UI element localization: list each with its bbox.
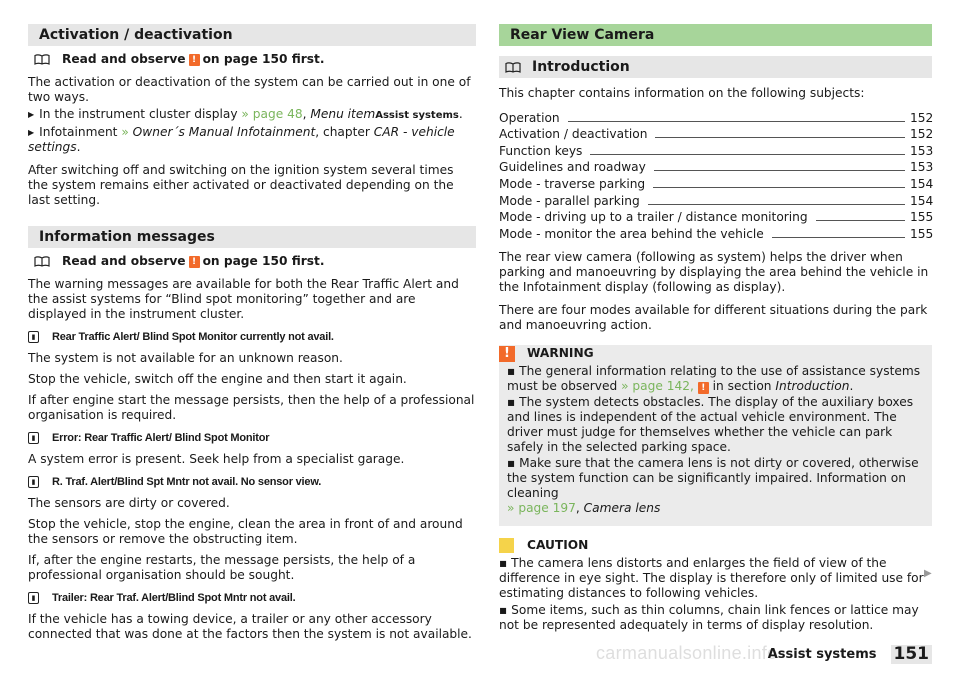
bullet-item (28, 107, 476, 123)
toc-leader (654, 170, 905, 171)
continue-arrow-icon: ▶ (924, 568, 932, 579)
toc-label: Operation (499, 110, 560, 125)
text: Introduction (775, 378, 850, 393)
exclamation-icon: ! (499, 346, 515, 362)
book-icon (34, 54, 50, 65)
warning-icon: ! (698, 382, 709, 394)
toc-label: Activation / deactivation (499, 127, 648, 142)
page-number: 151 (891, 645, 933, 664)
toc-label: Mode - monitor the area behind the vehicle (499, 226, 764, 241)
footer-section: Assist systems (767, 647, 877, 662)
toc-page: 155 (910, 210, 934, 225)
observe-pre: Read and observe (62, 52, 186, 66)
toc-leader (655, 137, 905, 138)
page-footer (768, 645, 932, 664)
toc-leader (590, 154, 905, 155)
text: , (302, 107, 311, 121)
text: , (575, 500, 584, 515)
section-title-activation: Activation / deactivation (28, 24, 476, 46)
observe-post: on page 150 first. (202, 254, 325, 268)
warning-item (507, 456, 924, 516)
message-item (28, 591, 476, 606)
toc-item[interactable] (499, 192, 932, 209)
left-column (28, 24, 476, 642)
toc-label: Mode - parallel parking (499, 193, 640, 208)
text: CAR - vehicle settings (28, 125, 455, 154)
caution-icon (499, 538, 514, 553)
text: ▪ Make sure that the camera lens is not dirty or covered, otherwise the system function can be significantly impaired. Information on cleaning (507, 455, 919, 500)
toc-page: 154 (910, 176, 934, 191)
toc-page: 152 (910, 127, 934, 142)
message-text: Trailer: Rear Traf. Alert/Blind Spot Mntr not avail. (52, 592, 296, 604)
paragraph: Stop the vehicle, switch off the engine and then start it again. (28, 372, 407, 386)
paragraph: The rear view camera (following as system) helps the driver when parking and manoeuvring by displaying the area behind the vehicle in the Infotainment display (following as display). (499, 249, 929, 294)
caution-label: CAUTION (527, 538, 589, 553)
toc-leader (568, 121, 905, 122)
cluster-message-icon: ▮ (28, 476, 39, 488)
toc-item[interactable] (499, 159, 932, 176)
toc-page: 154 (910, 193, 934, 208)
warning-item: ▪ The system detects obstacles. The display of the auxiliary boxes and lines is independent of the actual vehicle environment. The driver must judge for themselves whether the vehicle can park safely in the selected parking space. (507, 394, 914, 454)
toc-label: Guidelines and roadway (499, 160, 646, 175)
message-text: Error: Rear Traffic Alert/ Blind Spot Monitor (52, 432, 270, 444)
paragraph: The activation or deactivation of the system can be carried out in one of two ways. (28, 75, 471, 104)
caution-item: ▪ Some items, such as thin columns, chain link fences or lattice may not be represented adequately in terms of display resolution. (499, 602, 919, 632)
table-of-contents (499, 109, 932, 242)
section-title-rear-view-camera: Rear View Camera (499, 24, 932, 46)
paragraph: There are four modes available for different situations during the park and manoeuvring action. (499, 302, 928, 332)
toc-item[interactable] (499, 126, 932, 143)
toc-leader (772, 237, 905, 238)
read-observe-note (34, 254, 476, 269)
toc-item[interactable] (499, 175, 932, 192)
paragraph: The warning messages are available for both the Rear Traffic Alert and the assist systems for “Blind spot monitoring” together and are displayed in the instrument cluster. (28, 277, 459, 321)
paragraph: This chapter contains information on the following subjects: (499, 86, 865, 100)
section-title-info: Information messages (28, 226, 476, 248)
page-link[interactable]: » page 142, (617, 378, 694, 393)
toc-page: 153 (910, 160, 934, 175)
message-item (28, 475, 476, 490)
introduction-title: Introduction (532, 59, 630, 75)
text: In the instrument cluster display (39, 107, 238, 121)
toc-page: 153 (910, 143, 934, 158)
paragraph: If after engine start the message persists, then the help of a professional organisation is required. (28, 393, 475, 422)
read-observe-note (34, 52, 476, 67)
page-link[interactable]: » (117, 125, 133, 139)
text: . (849, 378, 854, 393)
toc-item[interactable] (499, 109, 932, 126)
text: Infotainment (39, 125, 118, 139)
toc-item[interactable] (499, 142, 932, 159)
caution-item: ▪ The camera lens distorts and enlarges the field of view of the difference in eye sight. The display is therefore only of limited use for estimating distances to following vehicles. (499, 555, 924, 600)
menu-label: Assist systems (375, 110, 459, 121)
text: in section (708, 378, 776, 393)
paragraph: A system error is present. Seek help from a specialist garage. (28, 452, 405, 466)
message-item (28, 330, 476, 345)
text: , chapter (315, 125, 374, 139)
cluster-message-icon: ▮ (28, 592, 39, 604)
toc-page: 155 (910, 226, 934, 241)
warning-icon: ! (189, 54, 200, 66)
toc-label: Function keys (499, 143, 583, 158)
toc-label: Mode - traverse parking (499, 176, 646, 191)
triangle-bullet-icon: ▶ (28, 128, 35, 137)
warning-title (499, 345, 924, 363)
cluster-message-icon: ▮ (28, 331, 39, 343)
text: Camera lens (583, 500, 661, 515)
observe-pre: Read and observe (62, 254, 186, 268)
right-column (499, 24, 932, 633)
paragraph: Stop the vehicle, stop the engine, clean the area in front of and around the sensors or remove the obstructing item. (28, 517, 463, 546)
triangle-bullet-icon: ▶ (28, 110, 35, 119)
text: . (458, 107, 463, 121)
page-link[interactable]: » page 48 (241, 107, 303, 121)
text: Owner´s Manual Infotainment (132, 125, 316, 139)
warning-item (507, 364, 924, 394)
text: . (76, 140, 81, 154)
page-link[interactable]: » page 197 (507, 500, 576, 515)
toc-item[interactable] (499, 225, 932, 242)
watermark: carmanualsonline.info (596, 643, 778, 663)
warning-box (499, 345, 932, 526)
paragraph: If, after the engine restarts, the message persists, the help of a professional organisation should be sought. (28, 553, 416, 582)
paragraph: The system is not available for an unknown reason. (28, 351, 343, 365)
toc-leader (648, 204, 905, 205)
toc-leader (816, 220, 905, 221)
toc-page: 152 (910, 110, 934, 125)
introduction-heading (499, 56, 932, 78)
paragraph: If the vehicle has a towing device, a trailer or any other accessory connected that was done at the factors then the system is not available. (28, 612, 472, 641)
book-icon (34, 256, 50, 267)
warning-label: WARNING (527, 346, 594, 361)
caution-box (499, 538, 932, 633)
cluster-message-icon: ▮ (28, 432, 39, 444)
paragraph: The sensors are dirty or covered. (28, 496, 230, 510)
message-text: R. Traf. Alert/Blind Spt Mntr not avail. No sensor view. (52, 476, 322, 488)
message-item (28, 431, 476, 446)
book-icon (505, 62, 521, 73)
warning-icon: ! (189, 256, 200, 268)
toc-label: Mode - driving up to a trailer / distance monitoring (499, 210, 808, 225)
paragraph: After switching off and switching on the ignition system several times the system remains either activated or deactivated depending on the last setting. (28, 163, 454, 207)
toc-leader (653, 187, 905, 188)
message-text: Rear Traffic Alert/ Blind Spot Monitor currently not avail. (52, 331, 334, 343)
caution-title (499, 538, 932, 554)
text: Menu item (310, 107, 376, 121)
observe-post: on page 150 first. (202, 52, 325, 66)
toc-item[interactable] (499, 209, 932, 226)
text: ▪ The general information relating to the use of assistance systems must be observed (507, 363, 921, 393)
bullet-item (28, 125, 476, 155)
